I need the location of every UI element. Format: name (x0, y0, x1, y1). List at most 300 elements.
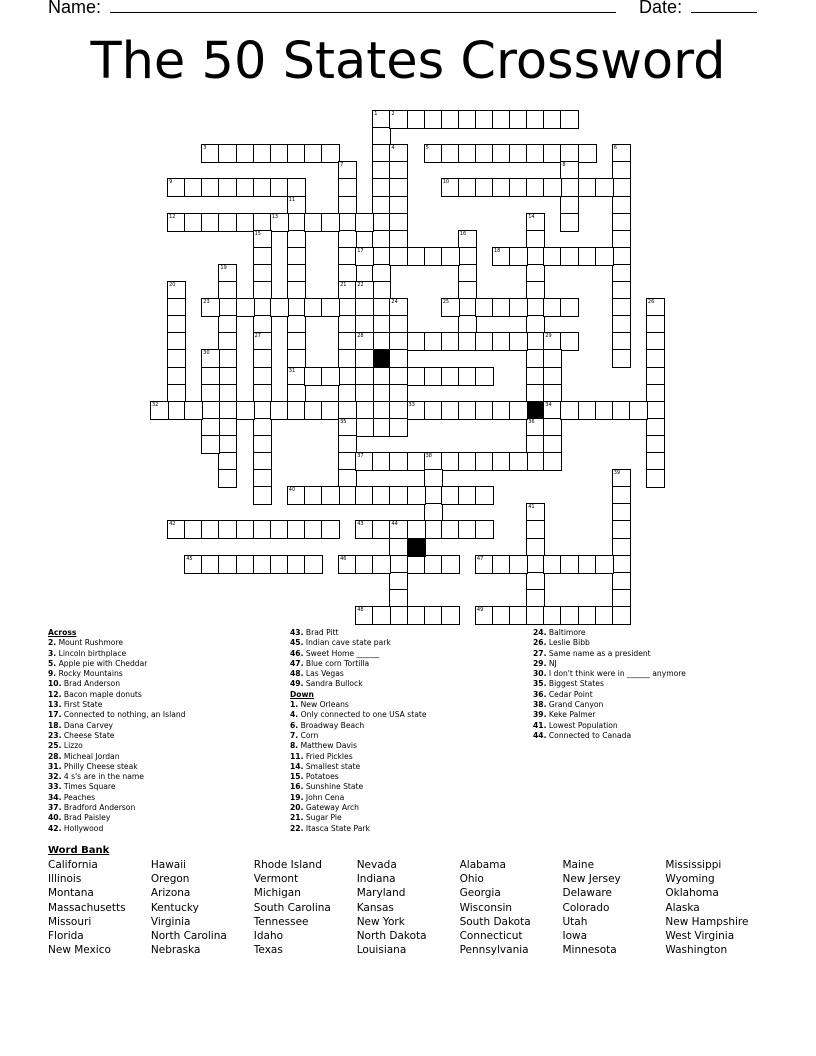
clue-item-number: 5. (48, 658, 57, 668)
word-bank-item: Michigan (253, 887, 301, 900)
word-bank-item: Louisiana (356, 944, 407, 957)
clue-item-text: Fried Pickles (303, 751, 353, 761)
clue-item-number: 3. (48, 648, 57, 658)
clue-number: 39 (613, 470, 621, 477)
clue-number: 45 (186, 555, 193, 562)
clue-item-number: 6. (290, 720, 299, 730)
clue-item-text: Dana Carvey (61, 720, 113, 730)
grid-cell[interactable] (218, 469, 237, 488)
clue-number: 17 (357, 247, 364, 254)
clue-item (48, 824, 278, 834)
clue-number: 13 (271, 213, 279, 220)
clue-item-number: 25. (48, 741, 62, 751)
clue-item-text: Brad Pitt (303, 628, 339, 637)
clue-item-text: Keke Palmer (546, 710, 596, 720)
clue-number: 34 (545, 401, 552, 408)
clue-item (48, 752, 278, 762)
clue-item-number: 40. (48, 813, 62, 823)
clue-number: 4 (391, 145, 395, 152)
clue-number: 8 (562, 162, 566, 169)
clue-item (48, 762, 278, 772)
date-label: Date: (639, 0, 683, 17)
clue-item-number: 31. (48, 761, 62, 771)
clue-item-number: 45. (290, 638, 304, 648)
clue-number: 12 (169, 213, 176, 220)
grid-cell[interactable] (270, 298, 289, 317)
clue-item-number: 9. (48, 669, 57, 679)
word-bank-item: Nevada (356, 859, 397, 871)
clue-number: 10 (442, 179, 450, 186)
clue-item-text: Cedar Point (546, 689, 593, 699)
clue-number: 42 (169, 521, 176, 528)
clue-item-text: Sandra Bullock (303, 679, 363, 689)
clue-item-number: 12. (48, 689, 62, 699)
word-bank-item: Colorado (562, 901, 610, 914)
clue-item-text: Cheese State (61, 730, 115, 740)
clue-item-number: 26. (533, 638, 547, 648)
clue-item-text: Only connected to one USA state (298, 710, 427, 720)
grid-cell[interactable] (475, 367, 494, 386)
clue-item-text: Bradford Anderson (61, 803, 136, 813)
clue-number: 38 (425, 453, 432, 459)
grid-cell[interactable] (509, 247, 528, 266)
word-bank-column (665, 858, 748, 957)
clue-number: 22 (357, 282, 364, 288)
clue-number: 7 (340, 162, 344, 169)
clue-item (290, 710, 520, 720)
clue-number: 6 (613, 145, 617, 152)
word-bank-item: New Jersey (562, 873, 621, 886)
word-bank-item: Hawaii (150, 859, 187, 871)
grid-cell[interactable] (372, 606, 391, 625)
clue-number: 20 (169, 282, 176, 288)
word-bank-item: Wyoming (665, 873, 715, 886)
word-bank-item: Arizona (150, 887, 191, 900)
grid-cell[interactable] (560, 332, 579, 351)
word-bank-item: Texas (253, 944, 283, 957)
grid-cell[interactable] (304, 555, 323, 574)
clue-item-number: 37. (48, 803, 62, 813)
clue-item-text: First State (61, 700, 103, 710)
word-bank-item: Oklahoma (665, 887, 719, 900)
word-bank-item: Nebraska (150, 944, 201, 957)
clue-item-number: 14. (290, 761, 304, 771)
word-bank-column (563, 858, 621, 957)
clue-number: 3 (203, 145, 207, 152)
grid-cell[interactable] (595, 178, 614, 197)
word-bank-item: California (48, 859, 98, 871)
clue-item (48, 731, 278, 741)
word-bank-item: Florida (48, 930, 84, 943)
clue-item-text: Sweet Home ______ (303, 648, 380, 658)
word-bank-item: Alaska (665, 901, 700, 914)
word-bank-item: North Dakota (356, 930, 427, 943)
clue-item-number: 36. (533, 689, 547, 699)
clue-number: 32 (152, 401, 159, 408)
clues-column-3 (533, 628, 773, 741)
word-bank-item: New Hampshire (665, 915, 749, 928)
clue-item-text: Rocky Mountains (56, 669, 123, 679)
clue-item (533, 628, 773, 638)
clue-item-text: Philly Cheese steak (61, 761, 138, 771)
word-bank-item: Delaware (562, 887, 612, 900)
grid-cell[interactable] (184, 401, 203, 420)
clue-item-text: Leslie Bibb (546, 638, 590, 648)
clue-item (48, 803, 278, 813)
clues-column-1 (48, 628, 278, 834)
clue-item (48, 772, 278, 782)
word-bank-item: Rhode Island (253, 859, 322, 871)
clue-item-number: 35. (533, 679, 547, 689)
word-bank-item: Utah (562, 915, 588, 928)
clue-heading: Across (48, 628, 77, 637)
clue-item-number: 42. (48, 823, 62, 833)
clue-number: 9 (169, 179, 173, 186)
grid-cell[interactable] (509, 401, 528, 420)
word-bank-item: Alabama (459, 859, 506, 871)
clue-item-text: Bacon maple donuts (61, 689, 142, 699)
clue-item (48, 669, 278, 679)
clue-item-number: 13. (48, 700, 62, 710)
clue-number: 29 (545, 333, 552, 340)
word-bank-item: West Virginia (665, 930, 735, 943)
clue-item-text: Potatoes (303, 772, 339, 782)
clue-item (48, 710, 278, 720)
grid-cell[interactable] (321, 520, 340, 539)
clue-number: 2 (391, 111, 395, 117)
clue-item-text: Grand Canyon (546, 700, 604, 710)
clue-item-text: Smallest state (303, 761, 361, 771)
clue-item-number: 39. (533, 710, 547, 720)
word-bank-item: Massachusetts (48, 901, 126, 914)
grid-cell[interactable] (612, 606, 631, 625)
clue-item-number: 21. (290, 813, 304, 823)
grid-cell[interactable] (475, 486, 494, 505)
clue-item (48, 813, 278, 823)
clue-item-text: Micheal Jordan (61, 751, 120, 761)
clue-item (290, 782, 520, 792)
clues-column-2 (290, 628, 520, 834)
clue-item-text: Lizzo (61, 741, 83, 751)
word-bank-item: Kansas (356, 901, 394, 914)
clue-item (290, 669, 520, 679)
clue-item-number: 27. (533, 648, 547, 658)
word-bank-column (357, 858, 427, 957)
clue-item (290, 638, 520, 648)
clue-item (290, 752, 520, 762)
clue-number: 35 (340, 418, 347, 425)
grid-cell[interactable] (441, 606, 460, 625)
clue-item (290, 803, 520, 813)
clue-item-number: 38. (533, 700, 547, 710)
word-bank-item: Connecticut (459, 930, 523, 943)
clue-number: 44 (391, 521, 398, 528)
clue-number: 33 (408, 401, 415, 408)
clue-item-text: Baltimore (546, 628, 586, 637)
clue-number: 21 (340, 282, 347, 288)
clue-number: 16 (459, 230, 467, 237)
word-bank-item: Indiana (356, 873, 396, 886)
clue-number: 18 (494, 247, 501, 254)
clue-number: 30 (203, 350, 210, 357)
clue-item-number: 30. (533, 669, 547, 679)
clue-item-text: Mount Rushmore (56, 638, 123, 648)
word-bank-item: Virginia (150, 915, 191, 928)
clue-item-text: Peaches (61, 792, 96, 802)
clue-item-text: John Cena (303, 792, 345, 802)
grid-cell[interactable] (441, 247, 460, 266)
clue-item (290, 628, 520, 638)
clue-item-number: 32. (48, 772, 62, 782)
word-bank-item: Missouri (48, 915, 92, 928)
clue-item-number: 22. (290, 823, 304, 833)
clue-number: 36 (528, 418, 535, 425)
clue-item-text: Brad Paisley (61, 813, 111, 823)
clue-item-number: 28. (48, 751, 62, 761)
grid-cell[interactable] (321, 298, 340, 317)
grid-cell[interactable] (236, 298, 255, 317)
clue-item (48, 700, 278, 710)
clue-item-number: 43. (290, 628, 304, 637)
grid-cell[interactable] (236, 401, 255, 420)
clue-number: 46 (340, 555, 347, 562)
word-bank-item: South Dakota (459, 915, 531, 928)
clue-item-number: 17. (48, 710, 62, 720)
clue-number: 11 (288, 196, 296, 203)
grid-cell[interactable] (578, 144, 597, 163)
clue-item-number: 41. (533, 720, 547, 730)
clue-item (533, 690, 773, 700)
clue-item-text: NJ (546, 658, 557, 668)
clue-item (533, 659, 773, 669)
word-bank-item: Iowa (562, 930, 588, 943)
word-bank-item: Kentucky (150, 901, 199, 914)
grid-cell[interactable] (612, 349, 631, 368)
clue-item-text: Hollywood (61, 823, 104, 833)
clue-item (290, 659, 520, 669)
grid-cell[interactable] (646, 469, 665, 488)
clue-item-text: Lowest Population (546, 720, 618, 730)
clue-number: 40 (288, 487, 296, 494)
grid-cell[interactable] (355, 213, 374, 232)
grid-cell[interactable] (595, 247, 614, 266)
clue-number: 15 (254, 230, 261, 237)
grid-cell[interactable] (321, 213, 340, 232)
clue-number: 1 (374, 111, 378, 117)
clue-item-text: 4 s's are in the name (61, 772, 144, 782)
word-bank-item: Mississippi (665, 859, 722, 871)
grid-cell[interactable] (321, 486, 340, 505)
clue-number: 25 (442, 299, 450, 306)
grid-block (407, 538, 426, 557)
grid-cell[interactable] (372, 555, 391, 574)
word-bank-item: Maryland (356, 887, 406, 900)
grid-cell[interactable] (509, 452, 528, 471)
clue-item-number: 34. (48, 792, 62, 802)
word-bank-column (460, 858, 531, 957)
word-bank-item: New York (356, 915, 405, 928)
grid-cell[interactable] (407, 486, 426, 505)
clue-item (533, 731, 773, 741)
clue-item (48, 679, 278, 689)
clue-item (290, 700, 520, 710)
grid-cell[interactable] (201, 435, 220, 454)
clue-number: 49 (476, 606, 484, 613)
clue-item-text: Gateway Arch (303, 803, 359, 813)
clue-number: 37 (357, 453, 364, 459)
clue-item-text: Apple pie with Cheddar (56, 658, 148, 668)
clue-item-number: 33. (48, 782, 62, 792)
clue-item-text: Corn (298, 730, 319, 740)
clue-item-number: 15. (290, 772, 304, 782)
clue-number: 27 (254, 333, 261, 340)
clue-number: 43 (357, 521, 364, 528)
clue-item (290, 762, 520, 772)
clue-item-text: New Orleans (298, 700, 349, 710)
clue-item (290, 813, 520, 823)
clue-number: 48 (357, 606, 364, 613)
clue-item (290, 721, 520, 731)
word-bank-item: Maine (562, 859, 595, 871)
clue-item-text: Times Square (61, 782, 116, 792)
clue-number: 47 (476, 555, 484, 562)
clue-item-number: 4. (290, 710, 299, 720)
word-bank-item: Vermont (253, 873, 299, 886)
clue-item-text: Matthew Davis (298, 741, 357, 751)
clue-item-number: 19. (290, 792, 304, 802)
clue-item (48, 721, 278, 731)
word-bank-column (151, 858, 227, 957)
clue-item (48, 649, 278, 659)
grid-cell[interactable] (475, 520, 494, 539)
clue-item (533, 710, 773, 720)
clue-item-number: 11. (290, 751, 304, 761)
word-bank-item: Ohio (459, 873, 484, 886)
clue-item-number: 23. (48, 730, 62, 740)
clue-item-number: 48. (290, 669, 304, 679)
clue-item-number: 46. (290, 648, 304, 658)
clue-number: 5 (425, 145, 429, 152)
clue-item-text: Lincoln birthplace (56, 648, 127, 658)
word-bank-item: South Carolina (253, 901, 331, 914)
clue-number: 28 (357, 333, 364, 340)
grid-cell[interactable] (321, 367, 340, 386)
clue-item-text: Brad Anderson (61, 679, 121, 689)
clue-item-text: Sunshine State (303, 782, 364, 792)
clue-item (290, 824, 520, 834)
clue-number: 31 (288, 367, 296, 374)
clue-item-number: 49. (290, 679, 304, 689)
clue-item-text: Connected to Canada (546, 730, 632, 740)
clue-item (290, 741, 520, 751)
clue-item-number: 24. (533, 628, 547, 637)
clue-item (533, 679, 773, 689)
grid-cell[interactable] (509, 332, 528, 351)
grid-cell[interactable] (441, 555, 460, 574)
grid-cell[interactable] (509, 298, 528, 317)
clue-item-text: Indian cave state park (303, 638, 391, 648)
grid-cell[interactable] (629, 401, 648, 420)
clue-item (290, 793, 520, 803)
clue-item-text: Broadway Beach (298, 720, 365, 730)
clue-item (290, 679, 520, 689)
clue-item-number: 7. (290, 730, 299, 740)
word-bank-item: Washington (665, 944, 728, 957)
clue-item-text: Biggest States (546, 679, 604, 689)
grid-cell[interactable] (595, 555, 614, 574)
word-bank-item: North Carolina (150, 930, 227, 943)
clue-item (48, 690, 278, 700)
clue-item (533, 669, 773, 679)
word-bank-column (254, 858, 331, 957)
word-bank-item: Georgia (459, 887, 501, 900)
clue-number: 19 (220, 264, 227, 271)
name-label: Name: (48, 0, 102, 17)
grid-cell[interactable] (389, 418, 408, 437)
word-bank-item: Illinois (48, 873, 82, 886)
clue-item-text: Itasca State Park (303, 823, 370, 833)
clue-item-number: 16. (290, 782, 304, 792)
clue-item (48, 638, 278, 648)
clue-item-number: 1. (290, 700, 299, 710)
clue-item-number: 8. (290, 741, 299, 751)
grid-cell[interactable] (543, 178, 562, 197)
clue-number: 26 (647, 299, 655, 306)
clue-item-text: Connected to nothing, an Island (61, 710, 186, 720)
grid-cell[interactable] (253, 486, 272, 505)
grid-cell[interactable] (560, 213, 579, 232)
clue-item (290, 649, 520, 659)
clue-item (290, 731, 520, 741)
clue-heading: Down (290, 689, 314, 699)
grid-cell[interactable] (560, 298, 579, 317)
word-bank-item: New Mexico (48, 944, 111, 957)
word-bank-title: Word Bank (48, 845, 110, 856)
word-bank-item: Oregon (150, 873, 190, 886)
clue-item-number: 29. (533, 658, 547, 668)
clue-item-text: Las Vegas (303, 669, 344, 679)
clue-number: 23 (203, 299, 210, 306)
clue-item-text: Same name as a president (546, 648, 651, 658)
word-bank-item: Wisconsin (459, 901, 513, 914)
clue-item (48, 741, 278, 751)
clue-item (533, 649, 773, 659)
clue-number: 41 (528, 504, 535, 511)
clue-item-number: 20. (290, 803, 304, 813)
grid-cell[interactable] (560, 110, 579, 129)
clue-item-text: Sugar Pie (303, 813, 342, 823)
clue-item-number: 2. (48, 638, 57, 648)
clue-item (48, 793, 278, 803)
page-title: The 50 States Crossword (90, 32, 726, 91)
grid-cell[interactable] (355, 418, 374, 437)
clue-item-text: Blue corn Tortilla (303, 658, 370, 668)
clue-item (533, 700, 773, 710)
clue-number: 24 (391, 299, 398, 306)
clue-item (533, 721, 773, 731)
clue-item-number: 47. (290, 658, 304, 668)
clue-number: 14 (528, 213, 535, 220)
clue-item-number: 10. (48, 679, 62, 689)
clue-item (290, 772, 520, 782)
word-bank-item: Pennsylvania (459, 944, 529, 957)
clue-item-number: 18. (48, 720, 62, 730)
grid-cell[interactable] (509, 555, 528, 574)
grid-cell[interactable] (543, 452, 562, 471)
word-bank-item: Minnesota (562, 944, 617, 957)
word-bank-column (48, 858, 126, 957)
word-bank-item: Montana (48, 887, 94, 900)
